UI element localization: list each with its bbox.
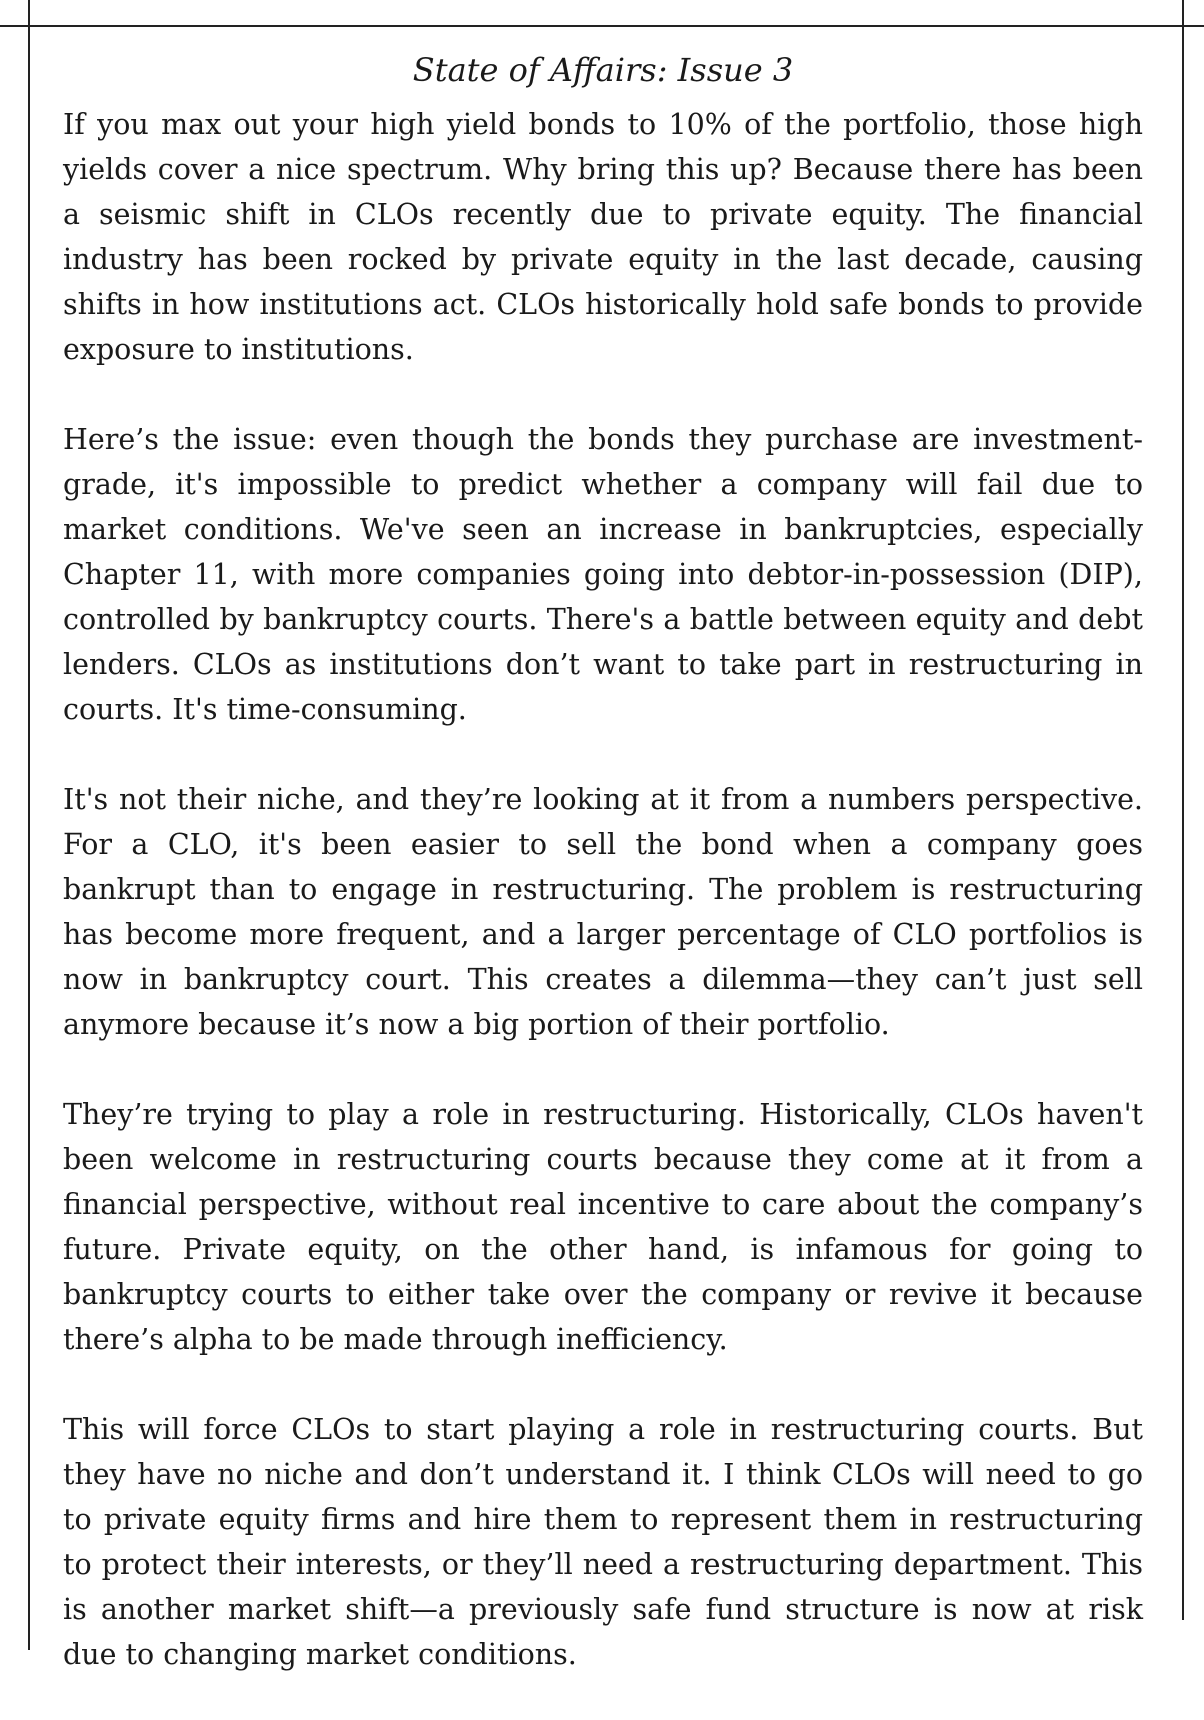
document-title: State of Affairs: Issue 3 (412, 51, 794, 89)
left-border-rule (28, 0, 30, 1650)
paragraph-3: It's not their niche, and they’re looking at it from a numbers perspective. For a CLO, it's been easier to sell the bond when a company goes bankrupt than to engage in restructuring. The problem is restructuring has become more frequent, and a larger percentage of CLO portfolios is now in bankruptcy court. This creates a dilemma—they can’t just sell anymore because it’s now a big portion of their portfolio. (63, 783, 1143, 1041)
right-border-rule (1182, 0, 1184, 1620)
paragraph-2: Here’s the issue: even though the bonds they purchase are investment-grade, it's impossible to predict whether a company will fail due to market conditions. We've seen an increase in bankruptcies, especially Chapter 11, with more companies going into debtor-in-possession (DIP), controlled by bankruptcy courts. There's a battle between equity and debt lenders. CLOs as institutions don’t want to take part in restructuring in courts. It's time-consuming. (63, 423, 1143, 726)
top-border-rule (0, 25, 1204, 27)
paragraph-1: If you max out your high yield bonds to 10% of the portfolio, those high yields cover a nice spectrum. Why bring this up? Because there has been a seismic shift in CLOs recently due to private equity. The financial industry has been rocked by private equity in the last decade, causing shifts in how institutions act. CLOs historically hold safe bonds to provide exposure to institutions. (63, 108, 1143, 366)
paragraph-5: This will force CLOs to start playing a role in restructuring courts. But they have no niche and don’t understand it. I think CLOs will need to go to private equity firms and hire them to represent them in restructuring to protect their interests, or they’ll need a restructuring department. This is another market shift—a previously safe fund structure is now at risk due to changing market conditions. (63, 1413, 1143, 1671)
document-body (63, 44, 1143, 1677)
paragraph-4: They’re trying to play a role in restructuring. Historically, CLOs haven't been welcome in restructuring courts because they come at it from a financial perspective, without real incentive to care about the company’s future. Private equity, on the other hand, is infamous for going to bankruptcy courts to either take over the company or revive it because there’s alpha to be made through inefficiency. (63, 1098, 1143, 1356)
